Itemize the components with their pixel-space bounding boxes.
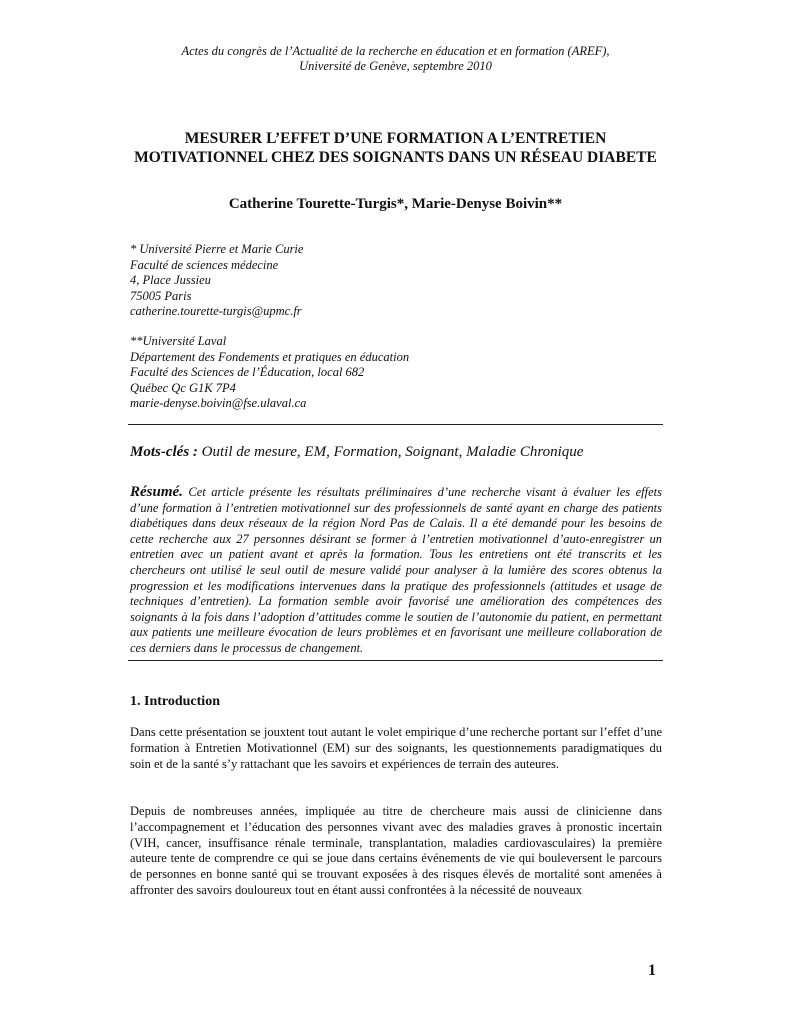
affiliation-line: 4, Place Jussieu bbox=[130, 273, 211, 287]
affiliation-line: Département des Fondements et pratiques en éducation bbox=[130, 349, 410, 364]
abstract-text: Cet article présente les résultats préliminaires d’une recherche visant à évaluer les effets d’une formation à l’entretien motivationnel sur des professionnels de santé ayant en charge des patients diabétiques dans deux réseaux de la région Nord Pas de Calais. Il a été demandé pour les besoins de cette recherche aux 27 personnes désirant se former à l’entretien motivationnel d’auto-enregistrer un entretien avec un patient avant et après la formation. Tous les entretiens ont été transcrits et les chercheurs ont utilisé le seul outil de mesure validé pour analyser à la lumière des scores obtenus la progression et les modifications intervenues dans la pratique des professionnels (attitudes et usage de techniques d’entretien). La formation semble avoir favorisé une amélioration des compétences des soignants à la fois dans l’adoption d’attitudes comme le soutien de l’autonomie du patient, en permettant aux patients une meilleure évocation de leurs problèmes et en favorisant une meilleure collaboration de ces derniers dans le processus de changement. bbox=[130, 485, 662, 655]
abstract bbox=[130, 485, 662, 657]
keywords bbox=[130, 444, 583, 461]
divider-top bbox=[128, 424, 663, 425]
affiliation-2 bbox=[130, 334, 409, 412]
affiliation-1 bbox=[130, 242, 303, 320]
divider-bottom bbox=[128, 660, 663, 661]
affiliation-line: * Université Pierre et Marie Curie bbox=[130, 242, 304, 256]
running-header bbox=[60, 44, 731, 74]
paper-title bbox=[60, 129, 731, 167]
affiliation-line: **Université Laval bbox=[130, 334, 227, 348]
header-line-2: Université de Genève, septembre 2010 bbox=[299, 59, 492, 73]
header-line-1: Actes du congrès de l’Actualité de la recherche en éducation et en formation (AREF), bbox=[181, 44, 610, 58]
title-line-2: MOTIVATIONNEL CHEZ DES SOIGNANTS DANS UN RÉSEAU DIABETE bbox=[134, 149, 657, 166]
keywords-text: Outil de mesure, EM, Formation, Soignant, Maladie Chronique bbox=[197, 444, 584, 460]
affiliation-line: Québec Qc G1K 7P4 bbox=[130, 380, 236, 395]
section-heading: 1. Introduction bbox=[130, 694, 220, 709]
title-line-1: MESURER L’EFFET D’UNE FORMATION A L’ENTRETIEN bbox=[184, 130, 607, 147]
affiliation-line: Faculté des Sciences de l’Éducation, local 682 bbox=[130, 365, 365, 379]
keywords-label: Mots-clés : bbox=[130, 444, 198, 460]
body-paragraph: Depuis de nombreuses années, impliquée au titre de chercheure mais aussi de clinicienne dans l’accompagnement et l’éducation des personnes vivant avec des maladies graves à pronostic incertain (VIH, cancer, insuffisance rénale terminale, transplantation, maladies cardiovasculaires) la première auteure tente de comprendre ce qui se joue dans certains événements de vie qui bouleversent le parcours de personnes en bonne santé qui se trouvant exposées à des risques élevés de mortalité sont amenées à affronter des savoirs douloureux tout en étant aussi confrontées à la nécessité de nouveaux bbox=[130, 804, 662, 897]
affiliation-line: 75005 Paris bbox=[130, 288, 192, 303]
authors: Catherine Tourette-Turgis*, Marie-Denyse Boivin** bbox=[228, 196, 563, 212]
affiliation-line: Faculté de sciences médecine bbox=[130, 257, 279, 272]
page-number: 1 bbox=[648, 962, 656, 979]
body-paragraph: Dans cette présentation se jouxtent tout autant le volet empirique d’une recherche portant sur l’effet d’une formation à Entretien Motivationnel (EM) sur des soignants, les questionnements paradigmatiques du soin et de la santé s’y rattachant que les savoirs et expériences de terrain des auteures. bbox=[130, 725, 662, 771]
affiliation-email[interactable]: catherine.tourette-turgis@upmc.fr bbox=[130, 304, 302, 318]
abstract-label: Résumé. bbox=[130, 484, 183, 500]
affiliation-email[interactable]: marie-denyse.boivin@fse.ulaval.ca bbox=[130, 396, 307, 410]
